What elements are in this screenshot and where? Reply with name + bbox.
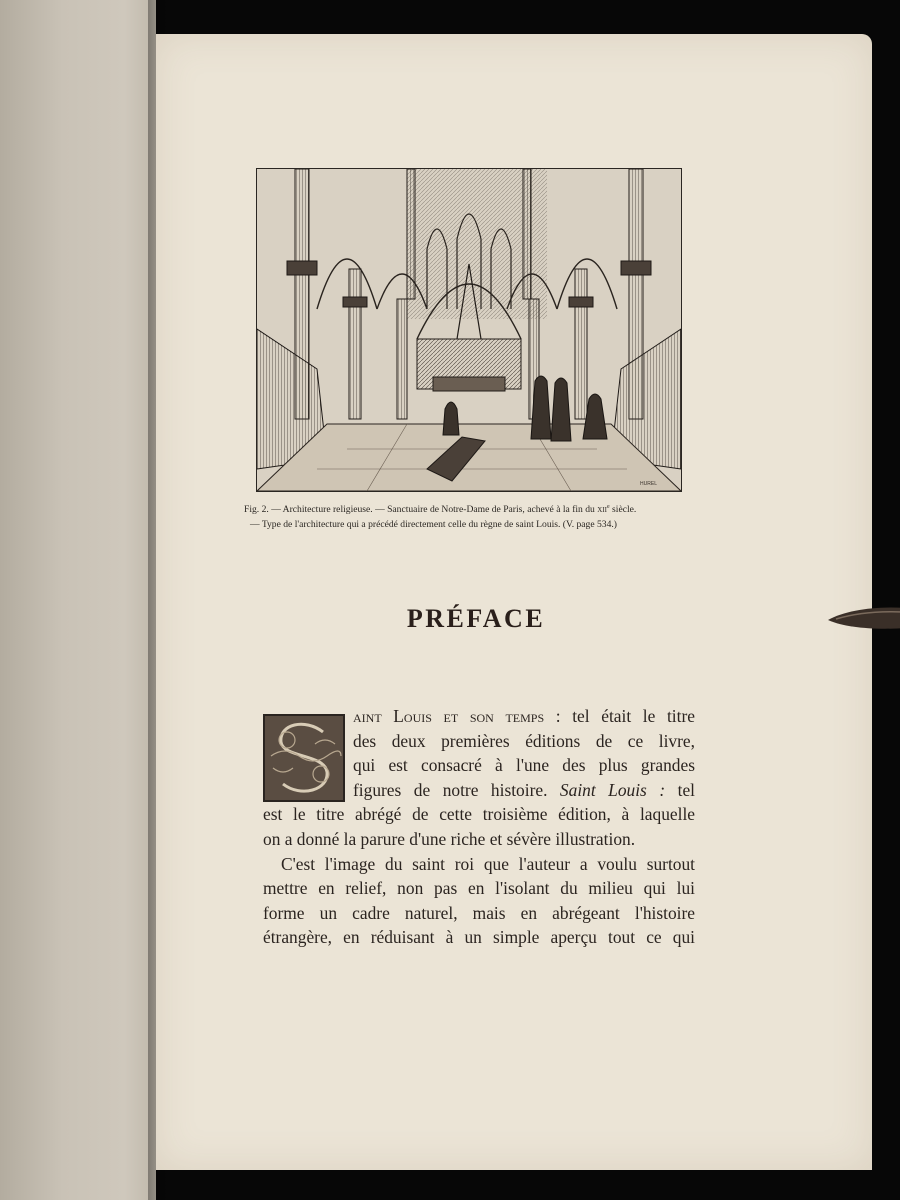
body-line-1: aint Louis et son temps : tel était le titre: [353, 706, 695, 726]
caption-line-1: Fig. 2. — Architecture religieuse. — Sanctuaire de Notre-Dame de Paris, achevé à la fin du xii$^e$ siècle.: [244, 504, 637, 516]
body-line-3: qui est consacré à l'une des plus grandes: [353, 755, 695, 776]
body-line-4: figures de notre histoire. Saint Louis : tel: [353, 779, 695, 800]
preface-body: [263, 704, 695, 950]
body-line-9: forme un cadre naturel, mais en abrégeant l'histoire: [263, 902, 695, 923]
caption-line-2: — Type de l'architecture qui a précédé directement celle du règne de saint Louis. (V. page 534.): [250, 519, 617, 531]
body-line-7: C'est l'image du saint roi que l'auteur a voulu surtout: [281, 853, 695, 874]
cathedral-engraving: [256, 168, 682, 492]
body-line-10: étrangère, en réduisant à un simple aperçu tout ce qui: [263, 927, 695, 948]
bookmark-pointer: [826, 602, 900, 634]
previous-page-edge: [0, 0, 156, 1200]
body-line-5: est le titre abrégé de cette troisième édition, à laquelle: [263, 804, 695, 825]
book-page: [156, 34, 872, 1170]
body-line-8: mettre en relief, non pas en l'isolant du milieu qui lui: [263, 878, 695, 899]
cathedral-engraving-art: [257, 169, 681, 491]
body-line-6: on a donné la parure d'une riche et sévère illustration.: [263, 828, 636, 849]
body-line-2: des deux premières éditions de ce livre,: [353, 730, 695, 751]
page-title: PRÉFACE: [406, 604, 546, 633]
figure-caption: [244, 500, 704, 532]
engraver-signature: HUREL: [640, 481, 657, 487]
